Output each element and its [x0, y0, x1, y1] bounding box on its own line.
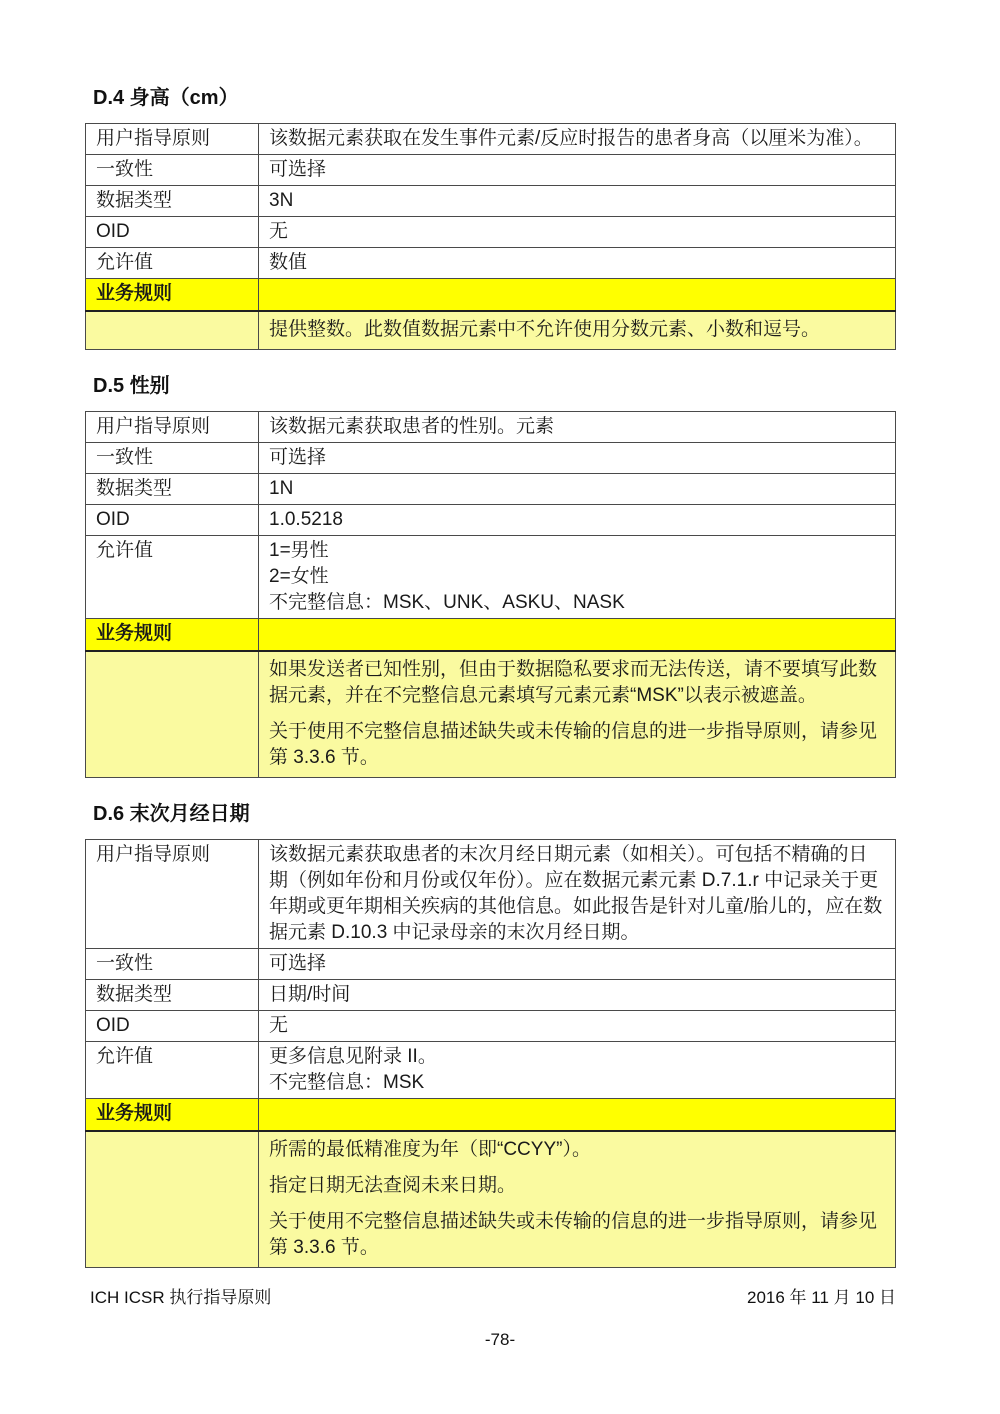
row-value-cell: [259, 279, 896, 312]
row-label-cell: 允许值: [86, 1042, 259, 1099]
table-row: [86, 155, 896, 186]
value-line: 日期/时间: [269, 984, 351, 1005]
rule-paragraph: 提供整数。此数值数据元素中不允许使用分数元素、小数和逗号。: [269, 319, 821, 340]
row-label-cell: 数据类型: [86, 980, 259, 1011]
table-row: [86, 505, 896, 536]
row-value-cell: [259, 443, 896, 474]
row-label-cell: 用户指导原则: [86, 412, 259, 443]
rule-paragraph: 关于使用不完整信息描述缺失或未传输的信息的进一步指导原则，请参见第 3.3.6 节。: [269, 721, 878, 768]
table-row: [86, 412, 896, 443]
rule-header-row: [86, 1099, 896, 1132]
spec-table: [85, 123, 896, 350]
rule-paragraph: 指定日期无法查阅未来日期。: [269, 1175, 517, 1196]
row-value-cell: [259, 840, 896, 949]
table-row: [86, 840, 896, 949]
row-label-cell: 业务规则: [86, 279, 259, 312]
row-value-cell: [259, 311, 896, 350]
row-value-cell: [259, 1131, 896, 1268]
table-row: [86, 1011, 896, 1042]
row-value-cell: [259, 248, 896, 279]
row-label-cell: [86, 651, 259, 778]
value-line: 不完整信息：MSK: [269, 1072, 425, 1093]
rule-body-row: [86, 311, 896, 350]
row-label-cell: 一致性: [86, 949, 259, 980]
table-row: [86, 474, 896, 505]
value-line: 可选择: [269, 159, 327, 180]
spec-table: [85, 411, 896, 778]
row-value-cell: [259, 474, 896, 505]
row-value-cell: [259, 651, 896, 778]
table-row: [86, 1042, 896, 1099]
table-row: [86, 186, 896, 217]
footer-date: 2016 年 11 月 10 日: [747, 1288, 896, 1307]
row-value-cell: [259, 217, 896, 248]
page-footer: [90, 1288, 896, 1308]
rule-header-row: [86, 279, 896, 312]
row-label-cell: 一致性: [86, 443, 259, 474]
rule-body-row: [86, 1131, 896, 1268]
rule-header-row: [86, 619, 896, 652]
rule-paragraph: 所需的最低精准度为年（即“CCYY”）。: [269, 1139, 591, 1160]
section-heading: D.6 末次月经日期: [93, 803, 250, 825]
row-label-cell: 数据类型: [86, 474, 259, 505]
value-line: 可选择: [269, 953, 327, 974]
row-value-cell: [259, 412, 896, 443]
value-line: 1N: [269, 478, 294, 499]
rule-paragraph: 关于使用不完整信息描述缺失或未传输的信息的进一步指导原则，请参见第 3.3.6 节。: [269, 1211, 878, 1258]
value-line: 2=女性: [269, 566, 329, 587]
section-heading: D.5 性别: [93, 375, 170, 397]
row-label-cell: [86, 1131, 259, 1268]
section-heading: D.4 身高（cm）: [93, 87, 239, 109]
row-label-cell: 业务规则: [86, 1099, 259, 1132]
row-label-cell: 允许值: [86, 248, 259, 279]
row-label-cell: OID: [86, 217, 259, 248]
row-value-cell: [259, 124, 896, 155]
value-line: 该数据元素获取患者的末次月经日期元素（如相关）。可包括不精确的日期（例如年份和月份或仅年份）。应在数据元素元素 D.7.1.r 中记录关于更年期或更年期相关疾病的其他信息。如此报告是针对儿童/胎儿的，应在数据元素 D.10.3 中记录母亲的末次月经日期。: [269, 844, 883, 943]
row-label-cell: OID: [86, 505, 259, 536]
value-line: 数值: [269, 252, 308, 273]
row-value-cell: [259, 980, 896, 1011]
spec-table: [85, 839, 896, 1268]
table-row: [86, 248, 896, 279]
page-number: -78-: [484, 1330, 516, 1349]
row-value-cell: [259, 505, 896, 536]
value-line: 更多信息见附录 II。: [269, 1046, 437, 1067]
table-row: [86, 949, 896, 980]
value-line: 该数据元素获取在发生事件元素/反应时报告的患者身高（以厘米为准）。: [269, 128, 873, 149]
value-line: 无: [269, 221, 289, 242]
row-value-cell: [259, 186, 896, 217]
row-label-cell: OID: [86, 1011, 259, 1042]
footer-document-title: ICH ICSR 执行指导原则: [90, 1288, 272, 1307]
table-row: [86, 536, 896, 619]
row-value-cell: [259, 1011, 896, 1042]
row-value-cell: [259, 619, 896, 652]
row-label-cell: 用户指导原则: [86, 840, 259, 949]
table-row: [86, 124, 896, 155]
row-label-cell: [86, 311, 259, 350]
row-label-cell: 业务规则: [86, 619, 259, 652]
row-value-cell: [259, 155, 896, 186]
row-label-cell: 数据类型: [86, 186, 259, 217]
rule-body-row: [86, 651, 896, 778]
row-label-cell: 一致性: [86, 155, 259, 186]
value-line: 1.0.5218: [269, 509, 343, 530]
value-line: 该数据元素获取患者的性别。元素: [269, 416, 555, 437]
row-value-cell: [259, 949, 896, 980]
value-line: 1=男性: [269, 540, 329, 561]
page-content: [85, 86, 896, 1268]
row-value-cell: [259, 536, 896, 619]
row-value-cell: [259, 1099, 896, 1132]
table-row: [86, 980, 896, 1011]
value-line: 可选择: [269, 447, 327, 468]
rule-paragraph: 如果发送者已知性别，但由于数据隐私要求而无法传送，请不要填写此数据元素，并在不完整信息元素填写元素元素“MSK”以表示被遮盖。: [269, 659, 878, 706]
row-label-cell: 允许值: [86, 536, 259, 619]
value-line: 3N: [269, 190, 294, 211]
row-label-cell: 用户指导原则: [86, 124, 259, 155]
row-value-cell: [259, 1042, 896, 1099]
value-line: 不完整信息：MSK、UNK、ASKU、NASK: [269, 592, 625, 613]
table-row: [86, 217, 896, 248]
table-row: [86, 443, 896, 474]
value-line: 无: [269, 1015, 289, 1036]
